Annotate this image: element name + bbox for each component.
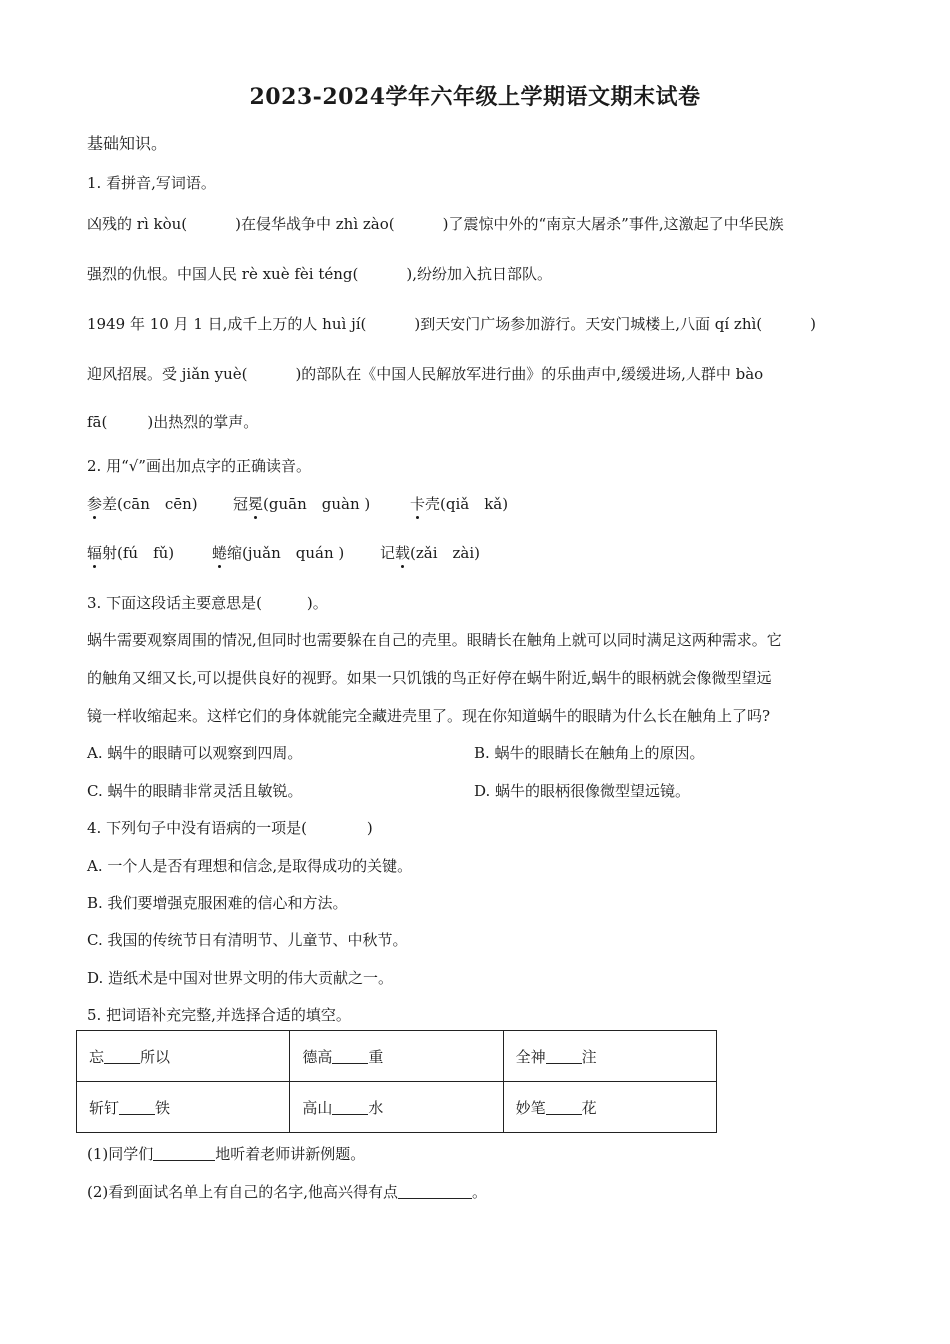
q3-option-c[interactable]: C. 蜗牛的眼睛非常灵活且敏锐。 — [87, 782, 303, 800]
dotted-char: 冕 — [248, 495, 264, 513]
idiom-cell[interactable] — [77, 1082, 290, 1133]
q2-item[interactable] — [87, 493, 198, 514]
q3-option-b[interactable]: B. 蜗牛的眼睛长在触角上的原因。 — [474, 744, 705, 762]
dotted-char: 载 — [395, 544, 411, 562]
fill-blank[interactable] — [332, 1099, 368, 1115]
dotted-char: 辐 — [87, 544, 103, 562]
q1-line5-text-b: )出热烈的掌声。 — [147, 413, 259, 431]
q4-option-b[interactable]: B. 我们要增强克服困难的信心和方法。 — [87, 894, 348, 912]
fill-blank[interactable] — [332, 1048, 368, 1064]
pinyin-options: 差(cān cēn) — [102, 495, 198, 513]
sentence-part: 。 — [472, 1183, 488, 1201]
q3-option-a[interactable]: A. 蜗牛的眼睛可以观察到四周。 — [87, 744, 303, 762]
sentence-part: 地听着老师讲新例题。 — [215, 1145, 366, 1163]
q2-item[interactable] — [212, 542, 344, 563]
q5-heading: 5. 把词语补充完整,并选择合适的填空。 — [87, 1006, 351, 1024]
q3-heading: 3. 下面这段话主要意思是( )。 — [87, 594, 328, 612]
section-heading: 基础知识。 — [87, 134, 168, 153]
q2-heading: 2. 用“√”画出加点字的正确读音。 — [87, 457, 311, 475]
fill-blank[interactable] — [119, 1099, 155, 1115]
idiom-part: 德高 — [302, 1047, 333, 1066]
q2-item[interactable] — [380, 542, 480, 563]
word-part: 记 — [380, 544, 396, 562]
idiom-part: 水 — [368, 1098, 384, 1117]
dotted-char: 蜷 — [212, 544, 228, 562]
q1-line1-text-c: )了震惊中外的“南京大屠杀”事件,这激起了中华民族 — [442, 215, 784, 233]
q1-line2-text-a: 强烈的仇恨。中国人民 rè xuè fèi téng( — [87, 265, 359, 283]
fill-blank[interactable] — [104, 1048, 140, 1064]
q3-passage-line: 的触角又细又长,可以提供良好的视野。如果一只饥饿的鸟正好停在蜗牛附近,蜗牛的眼柄就会像微型望远 — [87, 669, 772, 687]
q1-line1-text-b: )在侵华战争中 zhì zào( — [235, 215, 395, 233]
q1-line2-text-b: ),纷纷加入抗日部队。 — [406, 265, 552, 283]
idiom-part: 铁 — [155, 1098, 171, 1117]
fill-blank[interactable] — [153, 1145, 215, 1161]
q1-line-3 — [87, 313, 816, 334]
q1-line-2 — [87, 263, 552, 284]
q2-item[interactable] — [87, 542, 174, 563]
q4-option-a[interactable]: A. 一个人是否有理想和信念,是取得成功的关键。 — [87, 857, 413, 875]
q1-line-5 — [87, 411, 258, 432]
idiom-part: 重 — [368, 1047, 384, 1066]
q5-sentence-1 — [87, 1143, 365, 1164]
q2-item[interactable] — [410, 493, 508, 514]
sentence-part: (2)看到面试名单上有自己的名字,他高兴得有点 — [87, 1183, 399, 1201]
pinyin-options: 射(fú fǔ) — [102, 544, 175, 562]
idiom-table — [76, 1030, 717, 1133]
dotted-char: 参 — [87, 495, 103, 513]
idiom-part: 妙笔 — [515, 1098, 546, 1117]
idiom-part: 所以 — [140, 1047, 171, 1066]
q1-line4-text-b: )的部队在《中国人民解放军进行曲》的乐曲声中,缓缓进场,人群中 bào — [295, 365, 764, 383]
q4-heading: 4. 下列句子中没有语病的一项是( ) — [87, 819, 373, 837]
idiom-part: 花 — [581, 1098, 597, 1117]
idiom-part: 斩钉 — [89, 1098, 120, 1117]
q1-line4-text-a: 迎风招展。受 jiǎn yuè( — [87, 365, 248, 383]
idiom-cell[interactable] — [77, 1031, 290, 1082]
pinyin-options: 缩(juǎn quán ) — [227, 544, 345, 562]
q3-option-d[interactable]: D. 蜗牛的眼柄很像微型望远镜。 — [474, 782, 691, 800]
q1-line-4 — [87, 363, 763, 384]
idiom-cell[interactable] — [290, 1031, 503, 1082]
q1-line3-text-a: 1949 年 10 月 1 日,成千上万的人 huì jí( — [87, 315, 367, 333]
q4-option-d[interactable]: D. 造纸术是中国对世界文明的伟大贡献之一。 — [87, 969, 394, 987]
pinyin-options: 壳(qiǎ kǎ) — [425, 495, 509, 513]
q5-sentence-2 — [87, 1181, 487, 1202]
q2-item[interactable] — [233, 493, 370, 514]
q4-option-c[interactable]: C. 我国的传统节日有清明节、儿童节、中秋节。 — [87, 931, 408, 949]
pinyin-options: (guān guàn ) — [263, 495, 371, 513]
dotted-char: 卡 — [410, 495, 426, 513]
fill-blank[interactable] — [546, 1048, 582, 1064]
q1-line3-text-b: )到天安门广场参加游行。天安门城楼上,八面 qí zhì( — [414, 315, 763, 333]
idiom-part: 高山 — [302, 1098, 333, 1117]
q1-line-1 — [87, 213, 784, 234]
idiom-part: 忘 — [89, 1047, 105, 1066]
word-part: 冠 — [233, 495, 249, 513]
q3-passage-line: 镜一样收缩起来。这样它们的身体就能完全藏进壳里了。现在你知道蜗牛的眼睛为什么长在触角上了吗? — [87, 707, 771, 725]
q3-passage-line: 蜗牛需要观察周围的情况,但同时也需要躲在自己的壳里。眼睛长在触角上就可以同时满足这两种需求。它 — [87, 631, 782, 649]
idiom-cell[interactable] — [290, 1082, 503, 1133]
sentence-part: (1)同学们 — [87, 1145, 154, 1163]
q1-heading: 1. 看拼音,写词语。 — [87, 174, 216, 192]
q1-line1-text-a: 凶残的 rì kòu( — [87, 215, 188, 233]
q1-line3-text-c: ) — [810, 315, 817, 333]
idiom-cell[interactable] — [503, 1031, 716, 1082]
fill-blank[interactable] — [546, 1099, 582, 1115]
idiom-part: 注 — [581, 1047, 597, 1066]
fill-blank[interactable] — [398, 1183, 472, 1199]
table-row — [77, 1031, 717, 1082]
q1-line5-text-a: fā( — [87, 413, 108, 431]
table-row — [77, 1082, 717, 1133]
idiom-cell[interactable] — [503, 1082, 716, 1133]
idiom-part: 全神 — [515, 1047, 546, 1066]
pinyin-options: (zǎi zài) — [410, 544, 481, 562]
page-title: 2023-2024学年六年级上学期语文期末试卷 — [249, 84, 701, 110]
